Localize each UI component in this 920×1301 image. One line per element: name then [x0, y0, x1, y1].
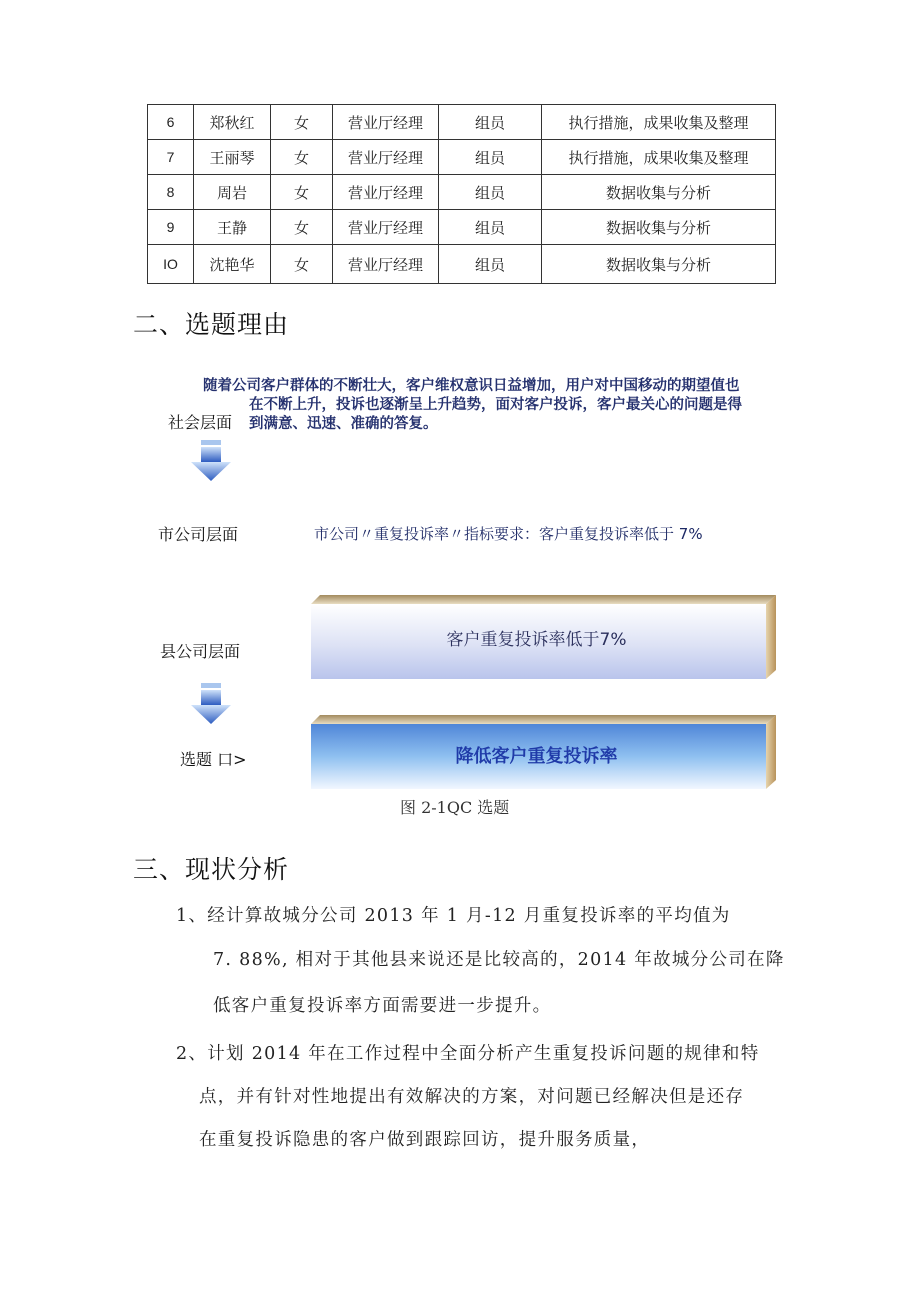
- down-arrow-icon: [190, 683, 232, 725]
- cell-task: 数据收集与分析: [542, 245, 776, 284]
- paragraph2-line2: 点，并有针对性地提出有效解决的方案，对问题已经解决但是还存: [199, 1087, 745, 1107]
- county-target-text: 客户重复投诉率低于7%: [446, 629, 627, 650]
- paragraph1-line1: 1、经计算故城分公司 2013 年 1 月-12 月重复投诉率的平均值为: [176, 906, 731, 926]
- paragraph2-line3: 在重复投诉隐患的客户做到跟踪回访，提升服务质量，: [199, 1130, 651, 1150]
- table-row: [148, 245, 776, 284]
- cell-name: 沈艳华: [194, 245, 271, 284]
- paragraph1-line3: 低客户重复投诉率方面需要进一步提升。: [213, 996, 552, 1016]
- section3-heading: 三、现状分析: [133, 855, 290, 884]
- city-level-label: 市公司层面: [158, 525, 239, 544]
- cell-role: 组员: [439, 140, 542, 175]
- cell-role: 组员: [439, 175, 542, 210]
- cell-name: 王静: [194, 210, 271, 245]
- social-text-line1: 随着公司客户群体的不断壮大，客户维权意识日益增加，用户对中国移动的期望值也: [203, 378, 740, 394]
- down-arrow-icon: [190, 440, 232, 482]
- cell-gender: 女: [271, 140, 333, 175]
- section2-heading: 二、选题理由: [133, 310, 290, 339]
- cell-name: 周岩: [194, 175, 271, 210]
- cell-gender: 女: [271, 175, 333, 210]
- cell-task: 数据收集与分析: [542, 210, 776, 245]
- members-table: [147, 104, 776, 284]
- cell-position: 营业厅经理: [333, 245, 439, 284]
- topic-box: [311, 714, 776, 790]
- cell-position: 营业厅经理: [333, 210, 439, 245]
- paragraph1-line2: 7. 88%, 相对于其他县来说还是比较高的，2014 年故城分公司在降: [213, 950, 785, 970]
- social-text-line3: 到满意、迅速、准确的答复。: [249, 416, 438, 432]
- cell-position: 营业厅经理: [333, 140, 439, 175]
- county-level-label: 县公司层面: [160, 642, 241, 661]
- cell-gender: 女: [271, 245, 333, 284]
- table-row: [148, 140, 776, 175]
- cell-gender: 女: [271, 105, 333, 140]
- cell-no: 9: [148, 210, 194, 245]
- table-row: [148, 210, 776, 245]
- social-description: [203, 377, 793, 434]
- social-level-label: 社会层面: [168, 413, 233, 432]
- cell-no: 6: [148, 105, 194, 140]
- cell-name: 郑秋红: [194, 105, 271, 140]
- cell-gender: 女: [271, 210, 333, 245]
- cell-position: 营业厅经理: [333, 105, 439, 140]
- cell-position: 营业厅经理: [333, 175, 439, 210]
- paragraph2-line1: 2、计划 2014 年在工作过程中全面分析产生重复投诉问题的规律和特: [176, 1044, 760, 1064]
- cell-no: IO: [148, 245, 194, 284]
- topic-text: 降低客户重复投诉率: [455, 746, 618, 767]
- cell-task: 数据收集与分析: [542, 175, 776, 210]
- cell-no: 8: [148, 175, 194, 210]
- county-target-box: [311, 594, 776, 680]
- cell-role: 组员: [439, 105, 542, 140]
- cell-task: 执行措施，成果收集及整理: [542, 105, 776, 140]
- social-text-line2: 在不断上升，投诉也逐渐呈上升趋势，面对客户投诉，客户最关心的问题是得: [249, 397, 742, 413]
- cell-name: 王丽琴: [194, 140, 271, 175]
- cell-task: 执行措施，成果收集及整理: [542, 140, 776, 175]
- table-row: [148, 175, 776, 210]
- topic-label: 选题 口>: [180, 750, 247, 769]
- cell-role: 组员: [439, 245, 542, 284]
- figure-caption: 图 2-1QC 选题: [400, 798, 510, 817]
- cell-role: 组员: [439, 210, 542, 245]
- city-requirement-text: 市公司〃重复投诉率〃指标要求：客户重复投诉率低于 7%: [314, 525, 703, 543]
- members-table-body: [148, 105, 776, 284]
- table-row: [148, 105, 776, 140]
- cell-no: 7: [148, 140, 194, 175]
